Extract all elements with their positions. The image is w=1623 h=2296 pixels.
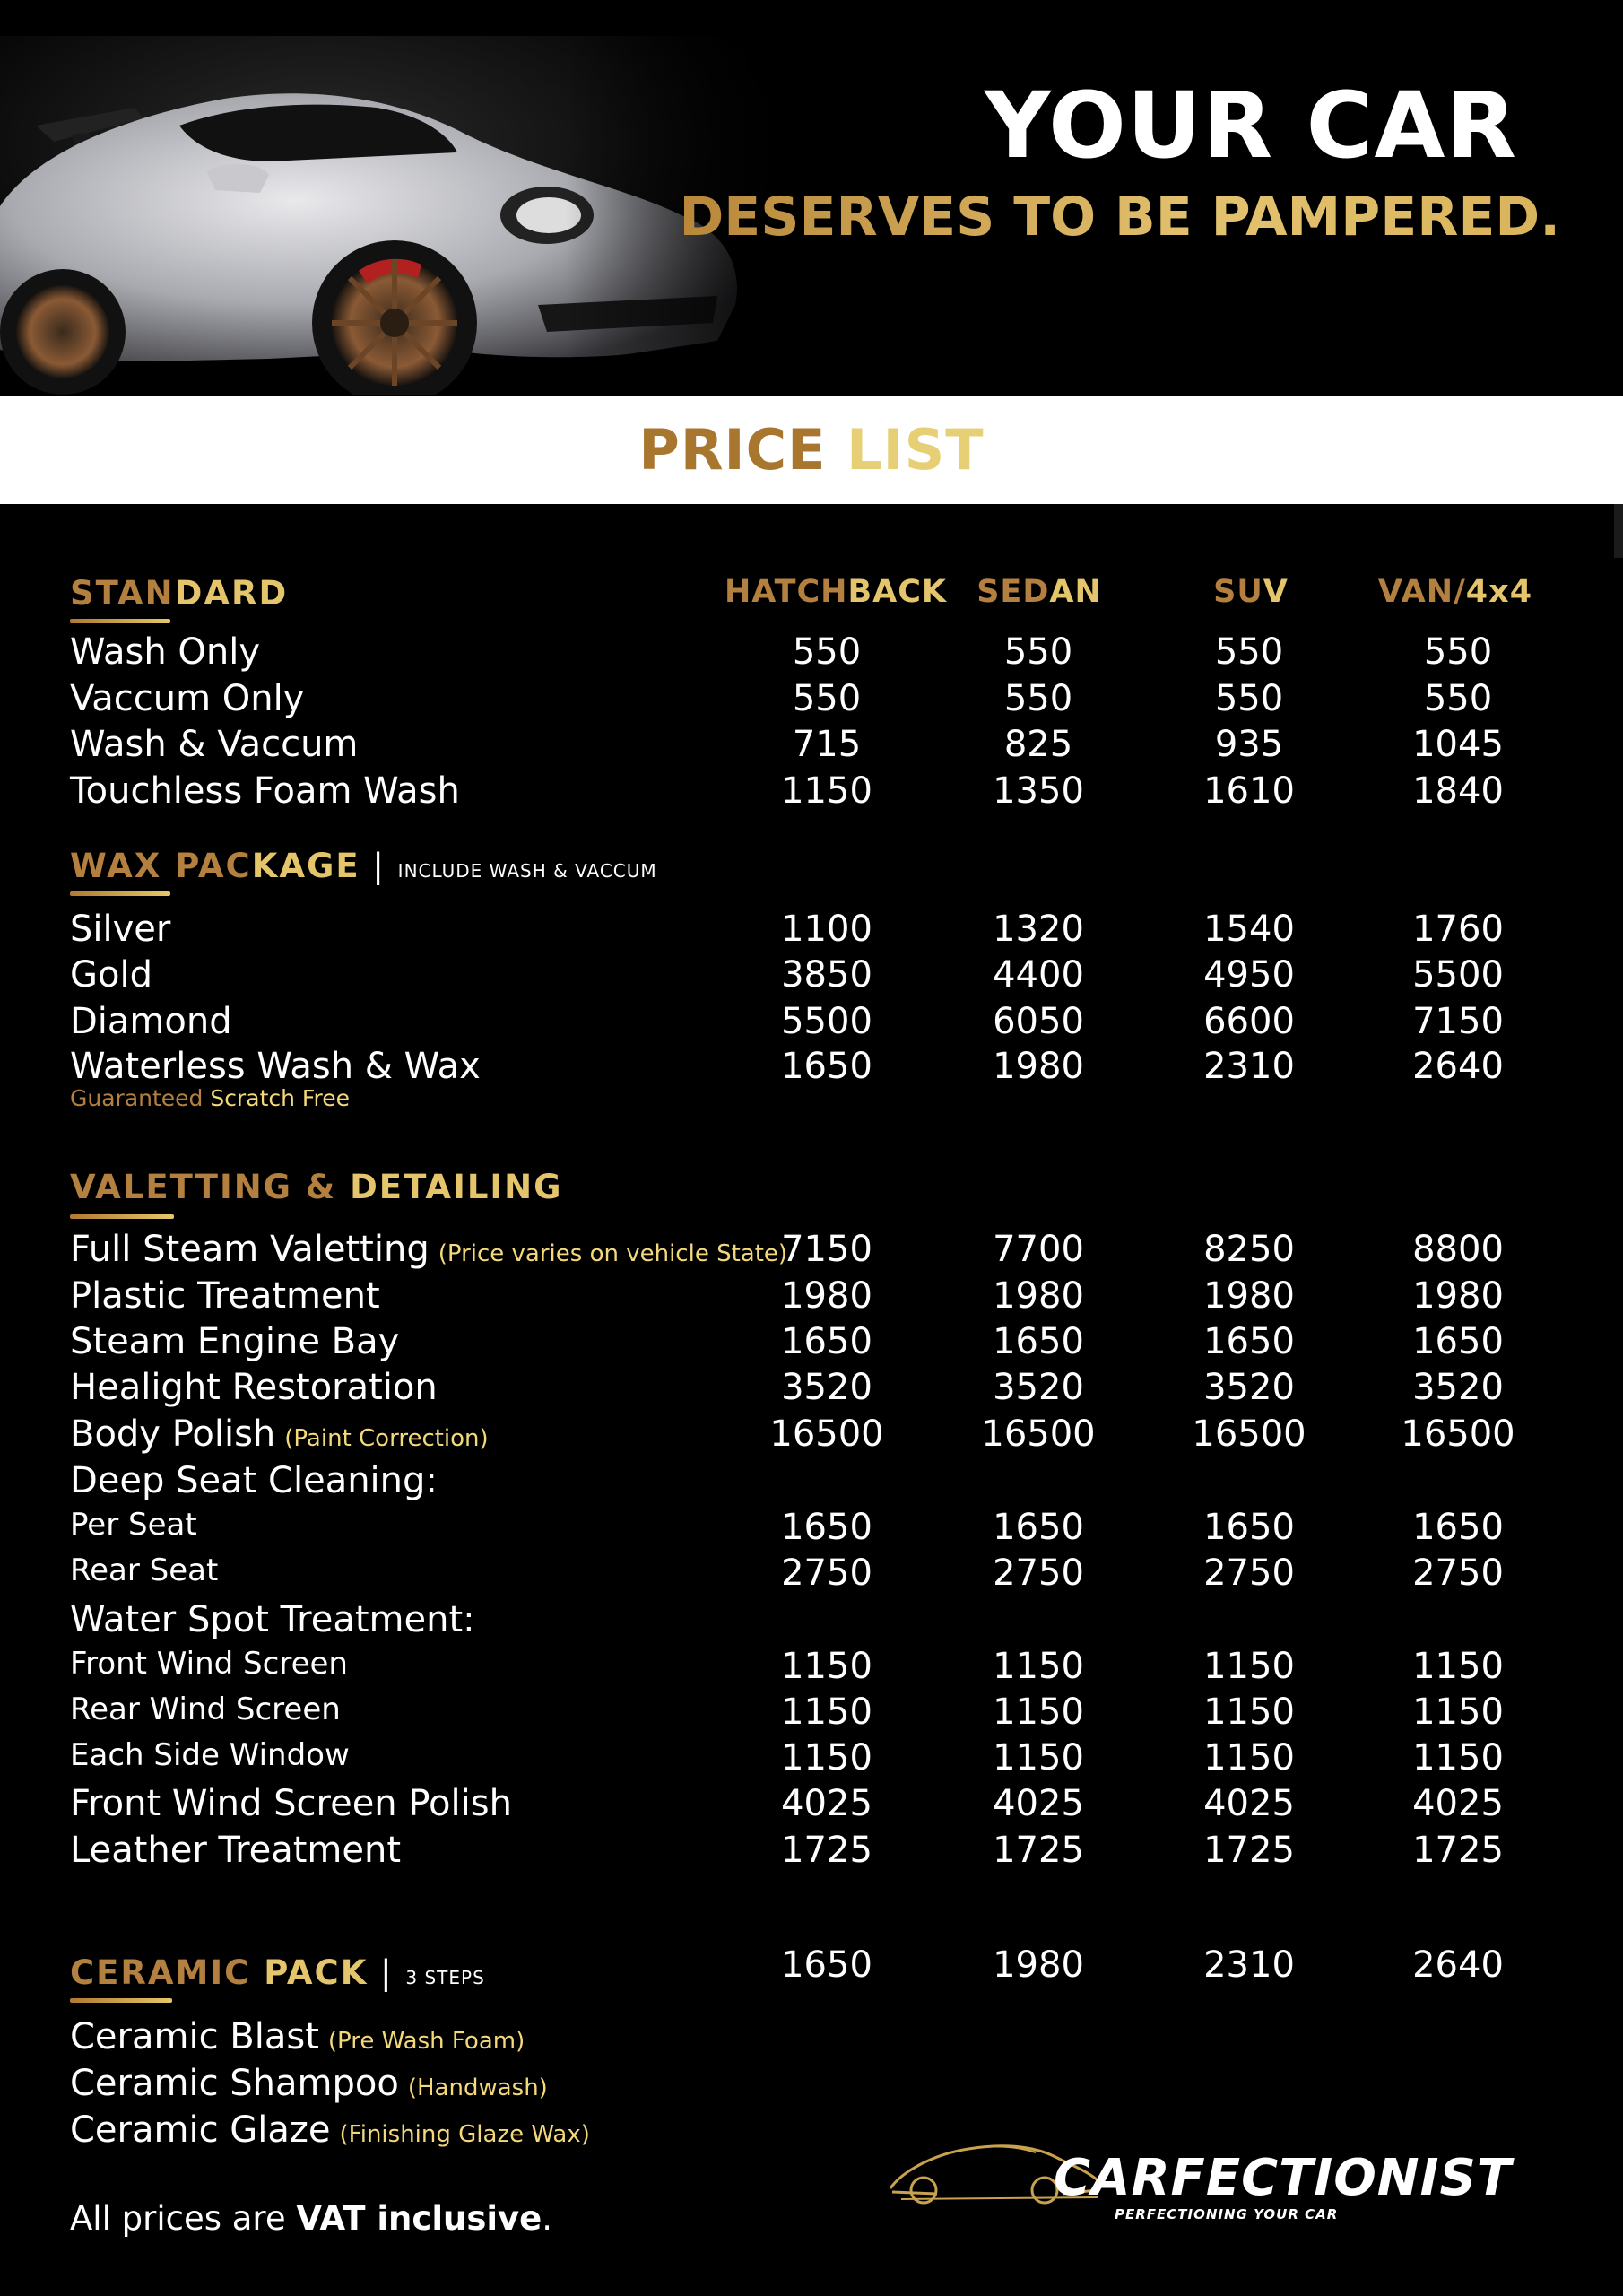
price-sedan: 16500 (981, 1413, 1096, 1455)
price-suv: 1650 (1203, 1507, 1295, 1548)
service-label: Leather Treatment (70, 1830, 402, 1871)
price-van-4x4: 16500 (1401, 1413, 1515, 1455)
section-valetting-title: VALETTING & DETAILING (70, 1168, 563, 1206)
service-label: Ceramic Glaze (Finishing Glaze Wax) (70, 2109, 590, 2151)
price-suv: 16500 (1192, 1413, 1306, 1455)
price-hatchback: 715 (792, 724, 862, 765)
price-suv: 1980 (1203, 1275, 1295, 1317)
price-row (0, 1783, 1623, 1828)
hero-banner (0, 0, 1623, 396)
price-van-4x4: 1150 (1412, 1646, 1504, 1687)
price-row (0, 724, 1623, 769)
column-header-hatchback: HATCHBACK (724, 574, 948, 610)
service-label: Diamond (70, 1001, 232, 1042)
price-row (0, 909, 1623, 953)
price-row (0, 1552, 1623, 1597)
service-label: Front Wind Screen Polish (70, 1783, 512, 1824)
subheading-row (0, 1460, 1623, 1505)
carfectionist-logo (883, 2118, 1513, 2222)
price-van-4x4: 4025 (1412, 1783, 1504, 1824)
price-sedan: 2750 (993, 1552, 1084, 1594)
price-hatchback: 7150 (781, 1229, 872, 1270)
price-row (0, 770, 1623, 815)
price-hatchback: 1980 (781, 1275, 872, 1317)
price-hatchback: 550 (792, 631, 862, 673)
service-label: Water Spot Treatment: (70, 1599, 475, 1640)
price-van-4x4: 1150 (1412, 1692, 1504, 1733)
section-underline (70, 891, 170, 896)
price-hatchback: 1150 (781, 770, 872, 812)
service-label: Vaccum Only (70, 678, 305, 719)
price-row (0, 1367, 1623, 1412)
price-hatchback: 1650 (781, 1944, 872, 1986)
headline-sub: DESERVES TO BE PAMPERED. (679, 186, 1560, 248)
price-suv: 1610 (1203, 770, 1295, 812)
price-row (0, 1507, 1623, 1552)
price-sedan: 4025 (993, 1783, 1084, 1824)
service-label: Per Seat (70, 1507, 197, 1543)
price-hatchback: 4025 (781, 1783, 872, 1824)
price-row (0, 1229, 1623, 1274)
service-label: Plastic Treatment (70, 1275, 380, 1317)
price-row (0, 1830, 1623, 1874)
price-row (0, 1737, 1623, 1782)
service-label: Front Wind Screen (70, 1646, 348, 1682)
price-list-banner (0, 396, 1623, 504)
price-sedan: 4400 (993, 954, 1084, 996)
price-row (0, 631, 1623, 676)
price-sedan: 550 (1003, 631, 1073, 673)
price-row (0, 1046, 1623, 1091)
price-van-4x4: 5500 (1412, 954, 1504, 996)
price-row (0, 1413, 1623, 1458)
price-van-4x4: 1650 (1412, 1507, 1504, 1548)
price-row (0, 1646, 1623, 1691)
price-sedan: 1150 (993, 1737, 1084, 1779)
price-van-4x4: 1150 (1412, 1737, 1504, 1779)
price-hatchback: 1650 (781, 1321, 872, 1362)
section-underline (70, 1998, 172, 2003)
service-label: Deep Seat Cleaning: (70, 1460, 438, 1501)
service-label: Wash & Vaccum (70, 724, 359, 765)
price-sedan: 1150 (993, 1692, 1084, 1733)
logo-wordmark: CARFECTIONIST (1054, 2149, 1513, 2207)
price-hatchback: 3520 (781, 1367, 872, 1408)
service-label: Ceramic Shampoo (Handwash) (70, 2063, 548, 2104)
price-row (0, 1692, 1623, 1736)
service-note: (Finishing Glaze Wax) (339, 2121, 590, 2148)
price-suv: 1650 (1203, 1321, 1295, 1362)
price-hatchback: 1150 (781, 1737, 872, 1779)
price-row (0, 1001, 1623, 1046)
service-note: (Pre Wash Foam) (327, 2028, 525, 2055)
price-row (0, 1275, 1623, 1320)
section-underline (70, 619, 170, 623)
price-suv: 1540 (1203, 909, 1295, 950)
price-sedan: 1980 (993, 1275, 1084, 1317)
service-label: Gold (70, 954, 152, 996)
price-suv: 6600 (1203, 1001, 1295, 1042)
price-suv: 550 (1214, 631, 1284, 673)
service-note: (Price varies on vehicle State) (438, 1240, 788, 1267)
service-label: Ceramic Blast (Pre Wash Foam) (70, 2016, 525, 2057)
price-van-4x4: 1045 (1412, 724, 1504, 765)
price-hatchback: 1650 (781, 1046, 872, 1087)
price-row (0, 954, 1623, 999)
ceramic-prices (0, 1944, 1623, 1989)
price-row (0, 678, 1623, 723)
column-header-suv: SUV (1213, 574, 1289, 610)
scratch-free-note: Guaranteed Scratch Free (70, 1085, 350, 1111)
service-label: Body Polish (Paint Correction) (70, 1413, 489, 1455)
price-suv: 1725 (1203, 1830, 1295, 1871)
price-van-4x4: 550 (1423, 631, 1493, 673)
price-suv: 8250 (1203, 1229, 1295, 1270)
column-header-van-4x4: VAN/4x4 (1377, 574, 1533, 610)
service-label: Full Steam Valetting (Price varies on vehicle State) (70, 1229, 788, 1270)
price-suv: 1150 (1203, 1737, 1295, 1779)
price-hatchback: 1150 (781, 1692, 872, 1733)
section-wax-title: WAX PACKAGE | INCLUDE WASH & VACCUM (70, 847, 657, 885)
price-suv: 4950 (1203, 954, 1295, 996)
service-label: Rear Wind Screen (70, 1692, 341, 1727)
ceramic-step (0, 2016, 1623, 2061)
price-suv: 2750 (1203, 1552, 1295, 1594)
price-sedan: 550 (1003, 678, 1073, 719)
scrollbar-thumb[interactable] (1614, 504, 1623, 558)
section-ceramic-title: CERAMIC PACK | 3 STEPS (70, 1953, 485, 1992)
price-van-4x4: 7150 (1412, 1001, 1504, 1042)
price-hatchback: 16500 (769, 1413, 884, 1455)
price-van-4x4: 1725 (1412, 1830, 1504, 1871)
price-sedan: 1725 (993, 1830, 1084, 1871)
price-van-4x4: 8800 (1412, 1229, 1504, 1270)
price-suv: 4025 (1203, 1783, 1295, 1824)
section-standard-title: STANDARD (70, 574, 289, 613)
price-sedan: 1650 (993, 1507, 1084, 1548)
service-label: Rear Seat (70, 1552, 219, 1588)
price-hatchback: 5500 (781, 1001, 872, 1042)
price-hatchback: 1725 (781, 1830, 872, 1871)
price-sedan: 1350 (993, 770, 1084, 812)
price-sedan: 1320 (993, 909, 1084, 950)
section-underline (70, 1214, 174, 1219)
price-van-4x4: 1650 (1412, 1321, 1504, 1362)
price-sedan: 825 (1003, 724, 1073, 765)
service-label: Silver (70, 909, 171, 950)
price-van-4x4: 2640 (1412, 1944, 1504, 1986)
price-van-4x4: 1760 (1412, 909, 1504, 950)
price-van-4x4: 1980 (1412, 1275, 1504, 1317)
price-sedan: 7700 (993, 1229, 1084, 1270)
service-label: Each Side Window (70, 1737, 350, 1773)
price-van-4x4: 2750 (1412, 1552, 1504, 1594)
price-row (0, 1321, 1623, 1366)
subheading-row (0, 1599, 1623, 1644)
price-list-title: PRICE LIST (638, 417, 985, 483)
price-suv: 1150 (1203, 1646, 1295, 1687)
price-suv: 1150 (1203, 1692, 1295, 1733)
vat-notice: All prices are VAT inclusive. (70, 2199, 553, 2238)
price-van-4x4: 3520 (1412, 1367, 1504, 1408)
price-hatchback: 2750 (781, 1552, 872, 1594)
ceramic-step (0, 2063, 1623, 2108)
column-header-sedan: SEDAN (976, 574, 1102, 610)
logo-tagline: PERFECTIONING YOUR CAR (1115, 2206, 1339, 2222)
headline-main: YOUR CAR (984, 73, 1517, 179)
service-label: Healight Restoration (70, 1367, 438, 1408)
price-hatchback: 1100 (781, 909, 872, 950)
price-sedan: 1980 (993, 1046, 1084, 1087)
service-label: Wash Only (70, 631, 261, 673)
service-label: Steam Engine Bay (70, 1321, 400, 1362)
price-hatchback: 550 (792, 678, 862, 719)
price-sedan: 1980 (993, 1944, 1084, 1986)
price-hatchback: 3850 (781, 954, 872, 996)
price-van-4x4: 550 (1423, 678, 1493, 719)
price-sedan: 1150 (993, 1646, 1084, 1687)
price-suv: 550 (1214, 678, 1284, 719)
service-note: (Paint Correction) (284, 1425, 489, 1452)
price-hatchback: 1150 (781, 1646, 872, 1687)
price-sedan: 1650 (993, 1321, 1084, 1362)
hero-headline (679, 73, 1561, 248)
price-hatchback: 1650 (781, 1507, 872, 1548)
price-suv: 2310 (1203, 1046, 1295, 1087)
price-suv: 2310 (1203, 1944, 1295, 1986)
price-sedan: 3520 (993, 1367, 1084, 1408)
service-label: Touchless Foam Wash (70, 770, 460, 812)
price-sedan: 6050 (993, 1001, 1084, 1042)
price-suv: 935 (1214, 724, 1284, 765)
service-label: Waterless Wash & Wax (70, 1046, 481, 1087)
price-van-4x4: 1840 (1412, 770, 1504, 812)
price-van-4x4: 2640 (1412, 1046, 1504, 1087)
service-note: (Handwash) (407, 2074, 548, 2101)
price-suv: 3520 (1203, 1367, 1295, 1408)
